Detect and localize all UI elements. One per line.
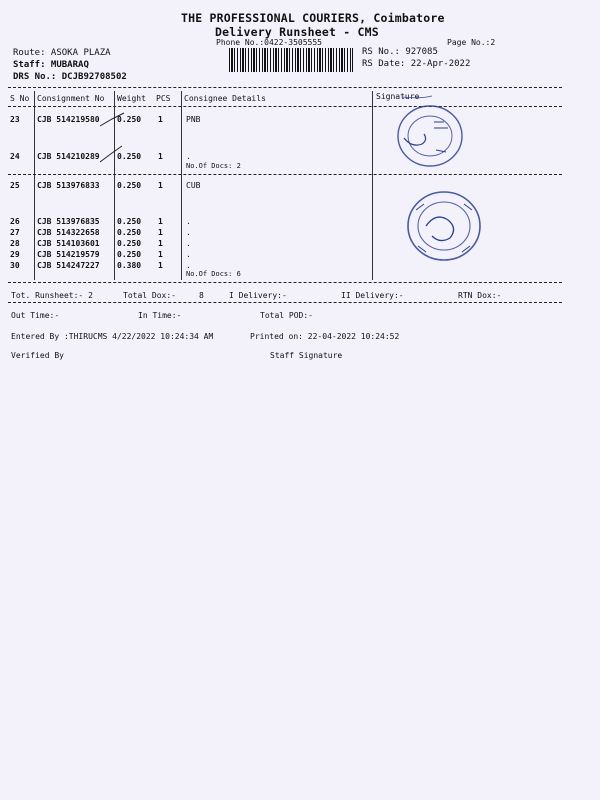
- cell-sno: 29: [10, 250, 20, 259]
- cell-consignee: .: [186, 152, 191, 161]
- verified-by: Verified By: [11, 351, 64, 360]
- col-header-consignee: Consignee Details: [184, 94, 266, 103]
- docs-count: No.Of Docs: 2: [186, 162, 241, 170]
- cell-sno: 26: [10, 217, 20, 226]
- divider-line: [8, 106, 562, 107]
- company-title: THE PROFESSIONAL COURIERS, Coimbatore: [181, 11, 445, 25]
- drs-number: DRS No.: DCJB92708502: [13, 72, 127, 82]
- cell-weight: 0.250: [117, 228, 142, 237]
- column-line: [114, 91, 115, 280]
- cell-consignee: .: [186, 250, 191, 259]
- divider-line: [8, 174, 562, 175]
- rs-number: RS No.: 927085: [362, 47, 438, 57]
- cell-consignment: CJB 513976835: [37, 217, 100, 226]
- total-dox-value: 8: [199, 291, 204, 300]
- col-header-signature: Signature: [376, 92, 420, 101]
- cell-consignee: .: [186, 239, 191, 248]
- cell-pcs: 1: [158, 239, 163, 248]
- cell-weight: 0.250: [117, 239, 142, 248]
- cell-consignment: CJB 514210289: [37, 152, 100, 161]
- cell-pcs: 1: [158, 152, 163, 161]
- col-header-pcs: PCS: [156, 94, 171, 103]
- ii-delivery: II Delivery:-: [341, 291, 404, 300]
- total-pod: Total POD:-: [260, 311, 313, 320]
- out-time: Out Time:-: [11, 311, 60, 320]
- total-runsheet: Tot. Runsheet:- 2: [11, 291, 93, 300]
- union-bank-stamp-icon: [396, 186, 492, 268]
- entered-by: Entered By :THIRUCMS 4/22/2022 10:24:34 AM: [11, 332, 214, 341]
- rs-date: RS Date: 22-Apr-2022: [362, 59, 471, 69]
- column-line: [34, 91, 35, 280]
- phone-number: Phone No.:0422-3505555: [216, 38, 322, 47]
- col-header-consignment: Consignment No: [37, 94, 105, 103]
- cell-sno: 28: [10, 239, 20, 248]
- cell-consignment: CJB 514219580: [37, 115, 100, 124]
- cell-pcs: 1: [158, 250, 163, 259]
- col-header-sno: S No: [10, 94, 30, 103]
- in-time: In Time:-: [138, 311, 182, 320]
- cell-consignee: .: [186, 217, 191, 226]
- cell-consignee: .: [186, 261, 191, 270]
- cell-pcs: 1: [158, 261, 163, 270]
- cell-consignment: CJB 514103601: [37, 239, 100, 248]
- bank-stamp-icon: [386, 100, 476, 172]
- cell-sno: 23: [10, 115, 20, 124]
- cell-pcs: 1: [158, 181, 163, 190]
- cell-weight: 0.250: [117, 152, 142, 161]
- printed-on: Printed on: 22-04-2022 10:24:52: [250, 332, 400, 341]
- runsheet-subtitle: Delivery Runsheet - CMS: [215, 25, 379, 39]
- cell-weight: 0.250: [117, 115, 142, 124]
- cell-consignment: CJB 514247227: [37, 261, 100, 270]
- route-label: Route: ASOKA PLAZA: [13, 48, 111, 58]
- column-line: [372, 91, 373, 280]
- total-dox-label: Total Dox:-: [123, 291, 176, 300]
- page-number: Page No.:2: [447, 38, 496, 47]
- cell-weight: 0.380: [117, 261, 142, 270]
- cell-consignee: CUB: [186, 181, 201, 190]
- cell-sno: 30: [10, 261, 20, 270]
- cell-consignment: CJB 513976833: [37, 181, 100, 190]
- divider-line: [8, 282, 562, 283]
- divider-line: [8, 302, 562, 303]
- col-header-weight: Weight: [117, 94, 146, 103]
- docs-count: No.Of Docs: 6: [186, 270, 241, 278]
- i-delivery: I Delivery:-: [229, 291, 287, 300]
- cell-pcs: 1: [158, 115, 163, 124]
- cell-consignee: PNB: [186, 115, 201, 124]
- cell-consignment: CJB 514219579: [37, 250, 100, 259]
- cell-sno: 25: [10, 181, 20, 190]
- cell-consignment: CJB 514322658: [37, 228, 100, 237]
- cell-sno: 24: [10, 152, 20, 161]
- staff-signature: Staff Signature: [270, 351, 343, 360]
- staff-label: Staff: MUBARAQ: [13, 60, 89, 70]
- column-line: [181, 91, 182, 280]
- barcode-image: [229, 48, 353, 72]
- cell-pcs: 1: [158, 217, 163, 226]
- cell-weight: 0.250: [117, 250, 142, 259]
- cell-weight: 0.250: [117, 181, 142, 190]
- divider-line: [8, 87, 562, 88]
- cell-consignee: .: [186, 228, 191, 237]
- cell-weight: 0.250: [117, 217, 142, 226]
- rtn-dox: RTN Dox:-: [458, 291, 502, 300]
- cell-pcs: 1: [158, 228, 163, 237]
- cell-sno: 27: [10, 228, 20, 237]
